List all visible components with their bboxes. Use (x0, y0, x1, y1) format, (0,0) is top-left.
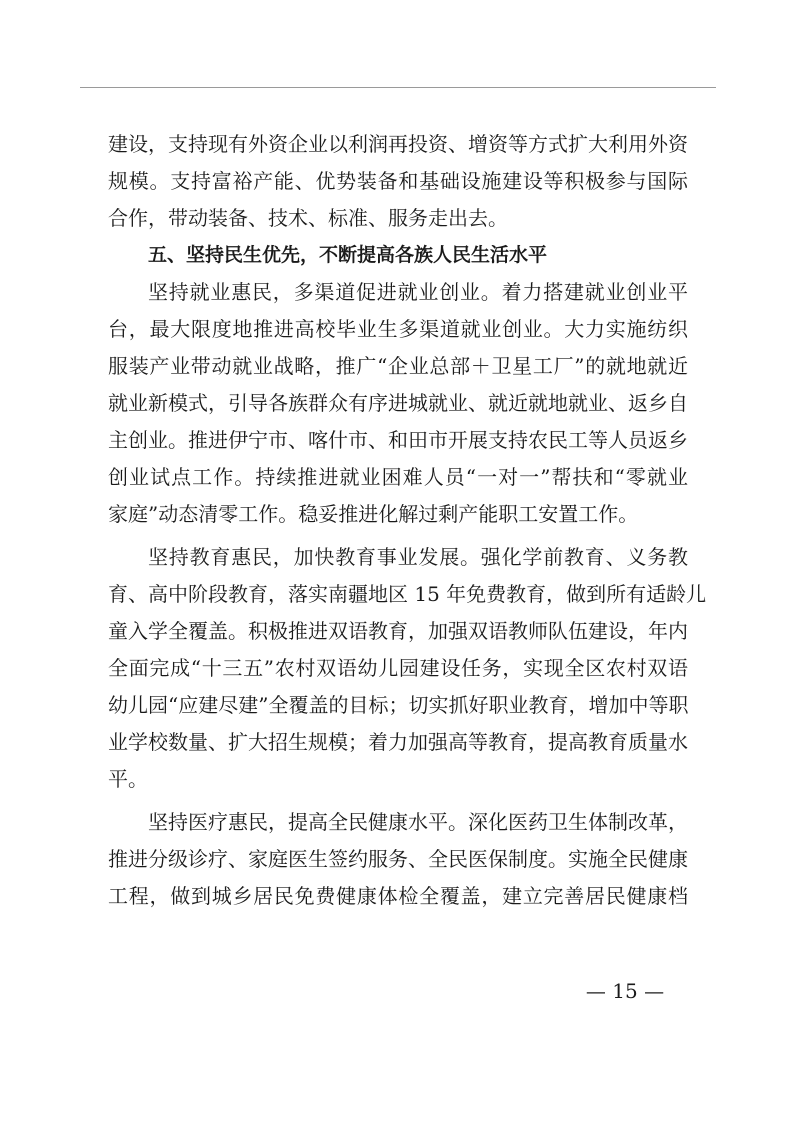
text-line: 主创业。推进伊宁市、喀什市、和田市开展支持农民工等人员返乡 (108, 428, 688, 452)
text-line: 台，最大限度地推进高校毕业生多渠道就业创业。大力实施纺织 (108, 317, 688, 341)
text-line: 服装产业带动就业战略，推广“企业总部＋卫星工厂”的就地就近 (108, 354, 688, 378)
text-line: 创业试点工作。持续推进就业困难人员“一对一”帮扶和“零就业 (108, 465, 688, 489)
text-line: 家庭”动态清零工作。稳妥推进化解过剩产能职工安置工作。 (108, 502, 639, 526)
text-line: 坚持就业惠民，多渠道促进就业创业。着力搭建就业创业平 (148, 280, 688, 304)
text-line: 工程，做到城乡居民免费健康体检全覆盖，建立完善居民健康档 (108, 884, 688, 908)
intro-paragraph (108, 126, 688, 237)
text-line: 育、高中阶段教育，落实南疆地区 15 年免费教育，做到所有适龄儿 (108, 582, 707, 606)
text-line: 幼儿园“应建尽建”全覆盖的目标；切实抓好职业教育，增加中等职 (108, 693, 689, 717)
text-line: 平。 (108, 767, 148, 791)
text-line: 坚持医疗惠民，提高全民健康水平。深化医药卫生体制改革， (148, 810, 688, 834)
text-line: 就业新模式，引导各族群众有序进城就业、就近就地就业、返乡自 (108, 391, 688, 415)
health-paragraph (108, 804, 688, 915)
education-paragraph (108, 539, 707, 798)
employment-paragraph (108, 274, 688, 533)
text-line: 业学校数量、扩大招生规模；着力加强高等教育，提高教育质量水 (108, 730, 688, 754)
document-body (108, 126, 707, 915)
text-line: 规模。支持富裕产能、优势装备和基础设施建设等积极参与国际 (108, 169, 688, 193)
text-line: 童入学全覆盖。积极推进双语教育，加强双语教师队伍建设，年内 (108, 619, 688, 643)
text-line: 建设，支持现有外资企业以利润再投资、增资等方式扩大利用外资 (108, 132, 688, 156)
page-number: — 15 — (585, 979, 665, 1003)
header-rule (80, 87, 716, 88)
section-heading: 五、坚持民生优先，不断提高各族人民生活水平 (148, 244, 548, 266)
text-line: 坚持教育惠民，加快教育事业发展。强化学前教育、义务教 (148, 545, 688, 569)
text-line: 全面完成“十三五”农村双语幼儿园建设任务，实现全区农村双语 (108, 656, 688, 680)
text-line: 推进分级诊疗、家庭医生签约服务、全民医保制度。实施全民健康 (108, 847, 688, 871)
text-line: 合作，带动装备、技术、标准、服务走出去。 (108, 206, 508, 230)
